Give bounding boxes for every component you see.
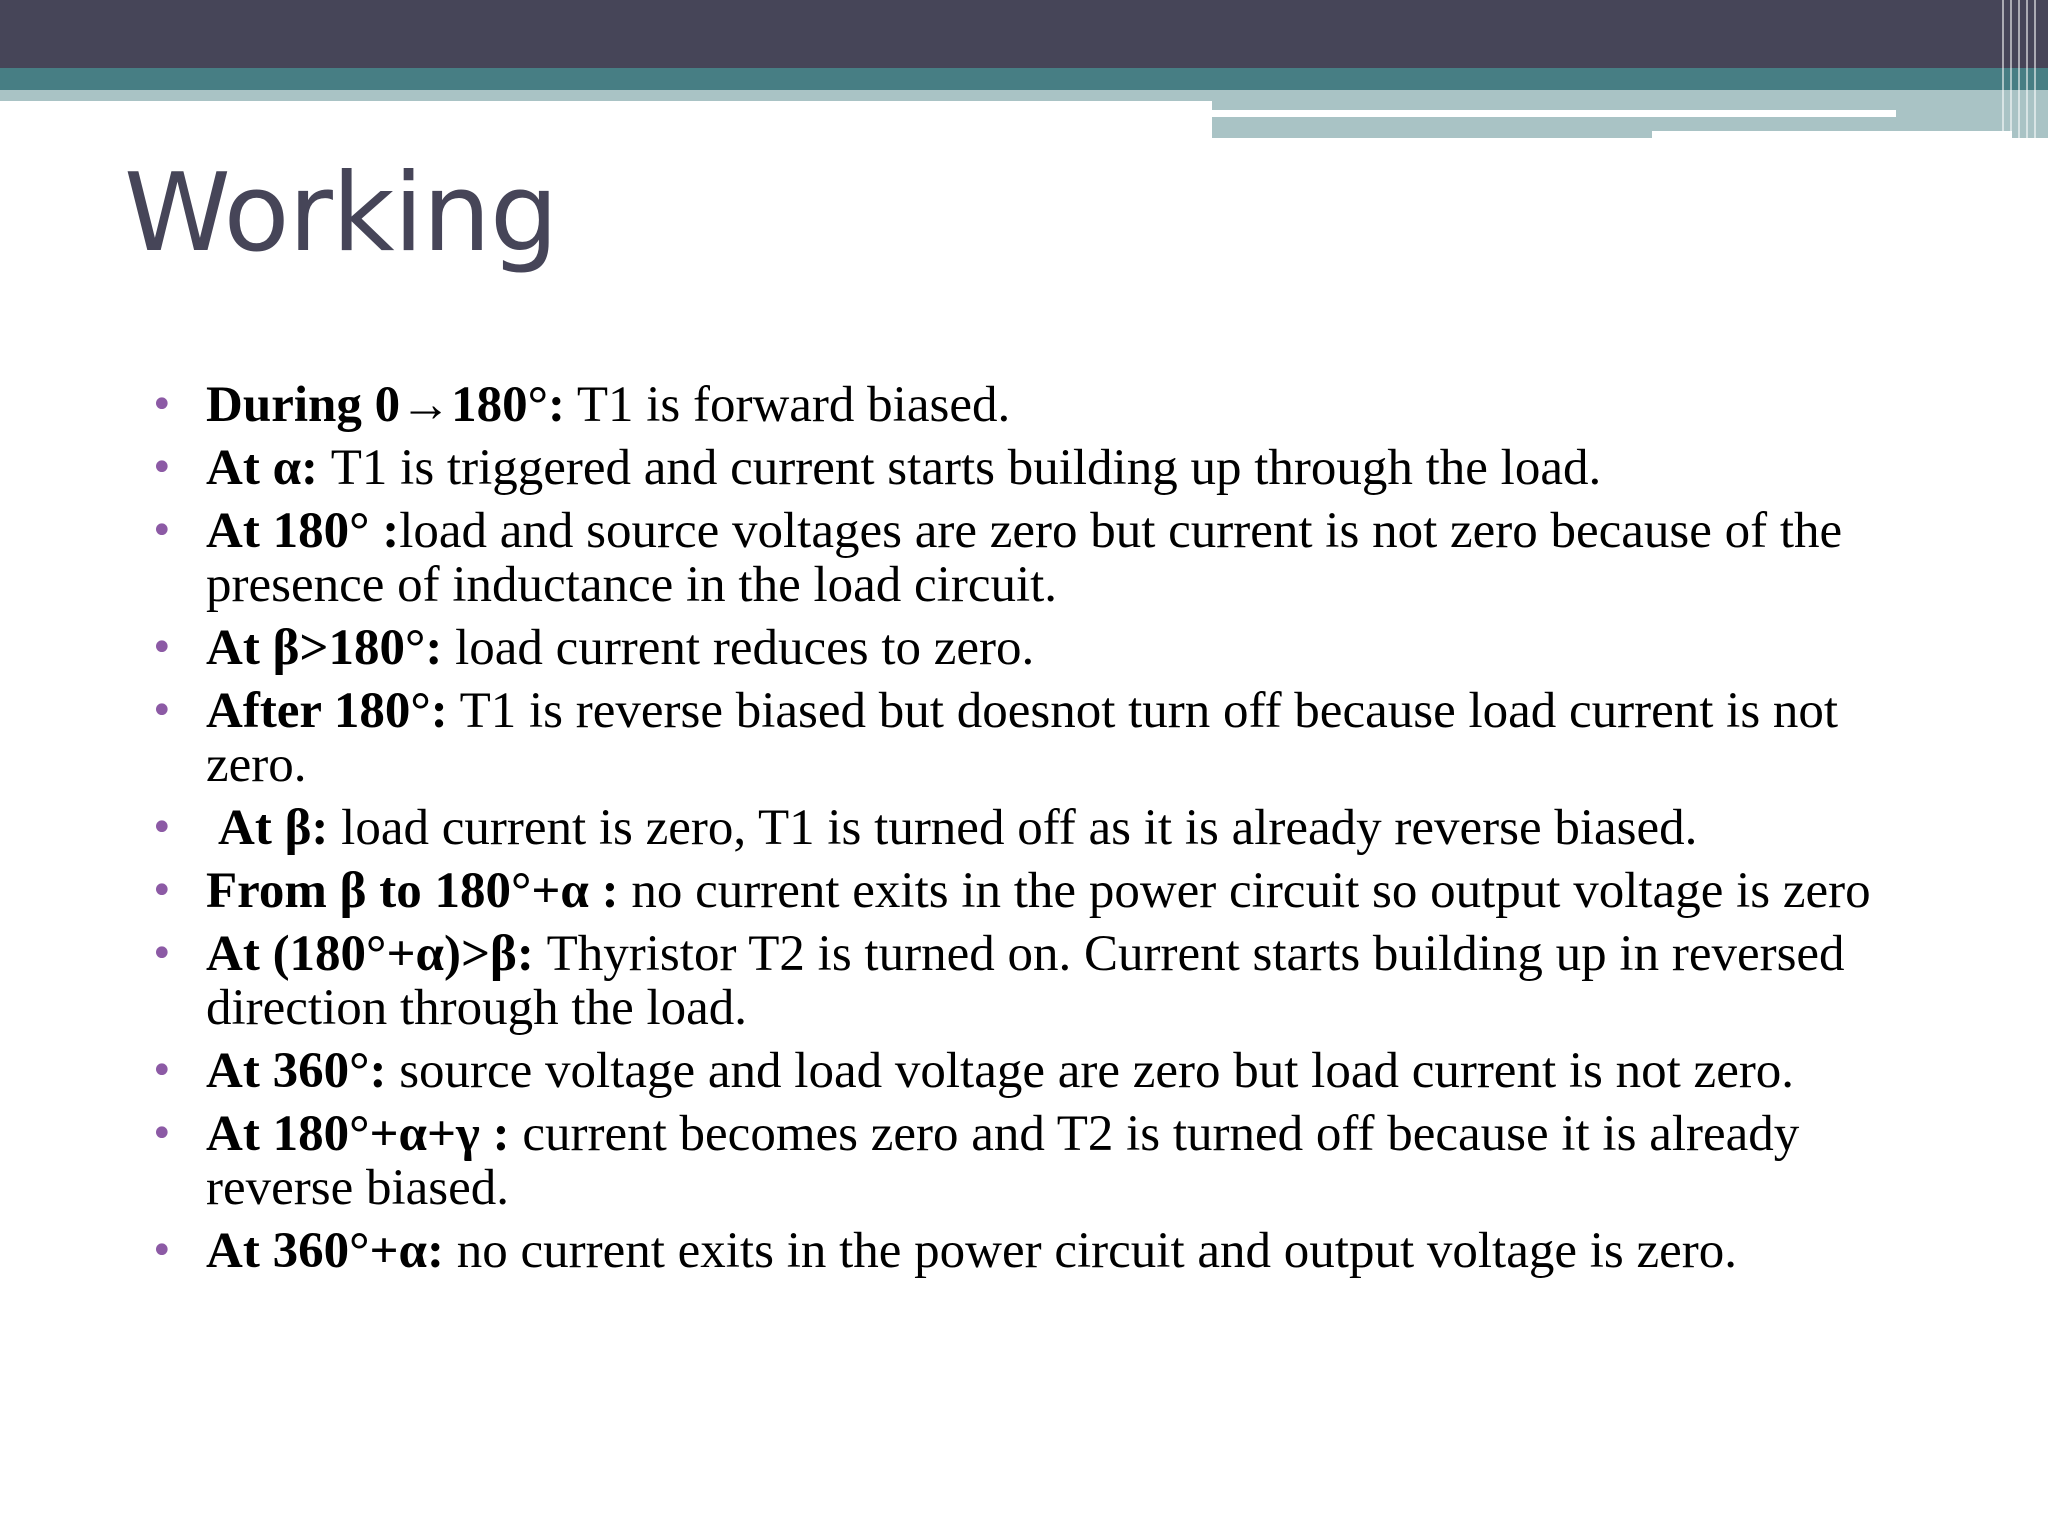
bullet-text: load current is zero, T1 is turned off as it is already reverse biased. (328, 800, 1698, 856)
header-band-teal (0, 68, 2048, 90)
bullet-lead: At 360°+α: (206, 1223, 444, 1279)
bullet-item (150, 504, 1920, 612)
bullet-item (150, 621, 1920, 675)
bullet-text: T1 is forward biased. (565, 377, 1011, 433)
bullet-marker-icon: • (150, 805, 174, 851)
bullet-text: T1 is triggered and current starts building up through the load. (318, 440, 1602, 496)
bullet-marker-icon: • (150, 382, 174, 428)
bullet-item (150, 1107, 1920, 1215)
header-band-light-left (0, 90, 1212, 101)
bullet-text: no current exits in the power circuit so output voltage is zero (618, 863, 1871, 919)
bullet-lead: At α: (206, 440, 319, 496)
header-stripes (1996, 0, 2048, 138)
header-band-dark (0, 0, 2048, 68)
bullet-lead: During 0→180°: (206, 377, 565, 433)
bullet-text: current becomes zero and T2 is turned off because it is already reverse biased. (206, 1106, 1800, 1216)
bullet-item (150, 1224, 1920, 1278)
bullet-marker-icon: • (150, 1228, 174, 1274)
bullet-marker-icon: • (150, 445, 174, 491)
bullet-text: no current exits in the power circuit and output voltage is zero. (443, 1223, 1737, 1279)
bullet-marker-icon: • (150, 508, 174, 554)
bullet-item (150, 927, 1920, 1035)
bullet-lead: At 360°: (206, 1043, 387, 1099)
bullet-lead: At 180°+α+γ : (206, 1106, 510, 1162)
bullet-item (150, 378, 1920, 432)
bullet-lead: After 180°: (206, 683, 448, 739)
bullet-marker-icon: • (150, 931, 174, 977)
bullet-text: load and source voltages are zero but current is not zero because of the presence of inductance in the load circuit. (206, 503, 1843, 613)
bullet-item (150, 441, 1920, 495)
bullet-text: Thyristor T2 is turned on. Current starts building up in reversed direction through the load. (206, 926, 1845, 1036)
bullet-item (150, 864, 1920, 918)
bullet-list (150, 378, 1920, 1287)
header-accent-line (1212, 110, 1896, 117)
slide-title: Working (124, 151, 558, 276)
bullet-marker-icon: • (150, 1048, 174, 1094)
bullet-item (150, 801, 1920, 855)
bullet-marker-icon: • (150, 868, 174, 914)
bullet-marker-icon: • (150, 625, 174, 671)
bullet-lead: At 180° : (206, 503, 400, 559)
bullet-marker-icon: • (150, 1111, 174, 1157)
bullet-item (150, 684, 1920, 792)
bullet-lead: From β to 180°+α : (206, 863, 619, 919)
bullet-text: source voltage and load voltage are zero but load current is not zero. (386, 1043, 1795, 1099)
bullet-lead: At (180°+α)>β: (206, 926, 534, 982)
bullet-lead: At β: (218, 800, 329, 856)
bullet-text: T1 is reverse biased but doesnot turn off because load current is not zero. (206, 683, 1839, 793)
bullet-lead: At β>180°: (206, 620, 443, 676)
bullet-text: load current reduces to zero. (442, 620, 1035, 676)
bullet-marker-icon: • (150, 688, 174, 734)
bullet-item (150, 1044, 1920, 1098)
header-accent-line-2 (1652, 131, 2012, 138)
